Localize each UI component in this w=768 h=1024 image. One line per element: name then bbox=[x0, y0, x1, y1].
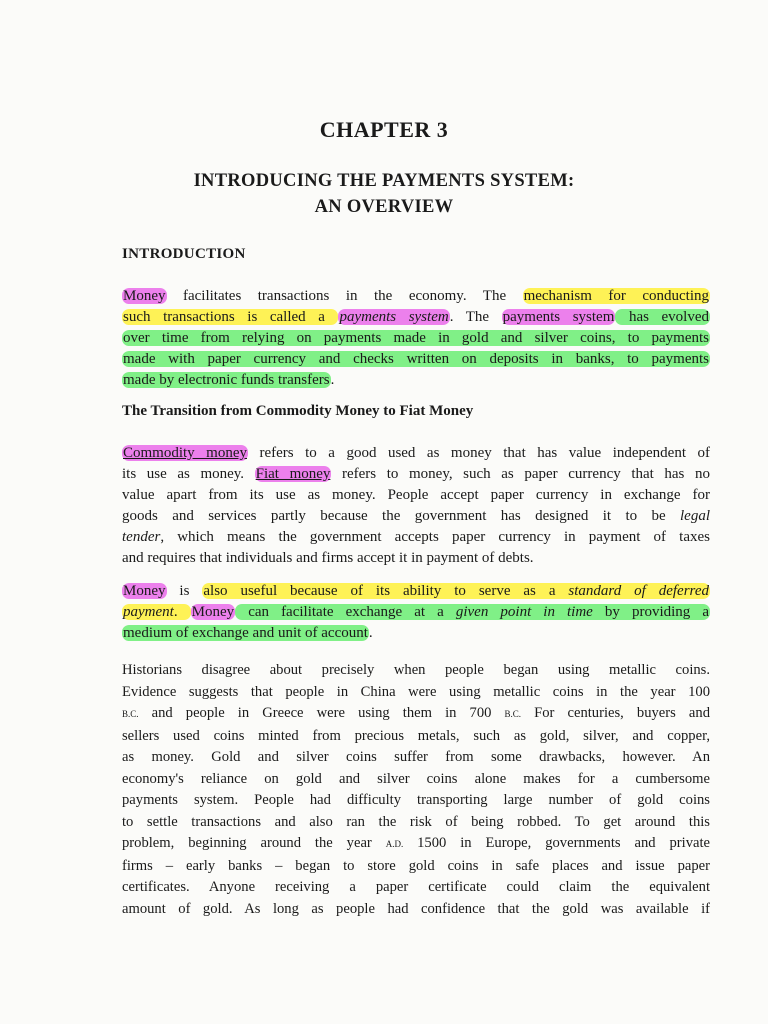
chapter-title-line-1: INTRODUCING THE PAYMENTS SYSTEM: bbox=[193, 171, 575, 191]
highlight-yellow bbox=[202, 583, 710, 599]
text-line: Historians disagree about precisely when people began using metallic coins. bbox=[122, 662, 710, 678]
text-run: refers to money, such as paper currency that has no bbox=[331, 466, 710, 482]
text-line bbox=[122, 623, 710, 644]
term-italic: standard of deferred bbox=[568, 583, 709, 599]
text-run: . bbox=[330, 372, 335, 388]
text-line: Evidence suggests that people in China were using metallic coins in the year 100 bbox=[122, 683, 710, 700]
highlight-magenta bbox=[338, 309, 449, 325]
highlight-yellow bbox=[122, 604, 191, 620]
term-italic: given point in time bbox=[455, 604, 593, 620]
highlight-magenta: payments system bbox=[502, 309, 615, 325]
text-line: value apart from its use as money. People accept paper currency in exchange for bbox=[122, 487, 710, 503]
text-run: and people in Greece were using them in 700 bbox=[138, 705, 505, 721]
text-line bbox=[122, 370, 710, 391]
text-line: certificates. Anyone receiving a paper certificate could claim the equivalent bbox=[122, 879, 710, 895]
text-run: also useful because of its ability to serve as a bbox=[203, 583, 569, 599]
text-line: sellers used coins minted from precious metals, such as gold, silver, and copper, bbox=[122, 727, 710, 744]
small-caps-era: A.D. bbox=[385, 839, 404, 849]
text-run: problem, beginning around the year bbox=[122, 835, 386, 851]
text-line bbox=[122, 286, 710, 307]
text-line bbox=[122, 443, 710, 464]
chapter-title-line-2: AN OVERVIEW bbox=[314, 197, 454, 217]
text-line bbox=[122, 464, 710, 485]
section-subheading: The Transition from Commodity Money to Fiat Money bbox=[122, 403, 474, 419]
text-line: and requires that individuals and firms accept it in payment of debts. bbox=[122, 550, 534, 566]
highlight-green: medium of exchange and unit of account bbox=[123, 625, 368, 641]
text-run: is bbox=[166, 583, 203, 599]
highlight-green: over time from relying on payments made in gold and silver coins, to payments bbox=[123, 330, 709, 346]
paragraph-introduction bbox=[122, 286, 710, 391]
text-line: firms – early banks – began to store gold coins in safe places and issue paper bbox=[122, 857, 710, 874]
highlight-magenta: Fiat money bbox=[255, 466, 331, 482]
text-run: goods and services partly because the government has designed it to be bbox=[122, 508, 680, 524]
text-line: to settle transactions and also ran the risk of being robbed. To get around this bbox=[122, 813, 710, 830]
paragraph-history-of-coins bbox=[122, 660, 710, 920]
text-run: refers to a good used as money that has value independent of bbox=[248, 445, 710, 461]
text-line bbox=[122, 307, 710, 328]
text-line: as money. Gold and silver coins suffer from some drawbacks, however. An bbox=[122, 749, 710, 765]
text-run: 1500 in Europe, governments and private bbox=[403, 835, 710, 851]
term-italic: payment bbox=[123, 604, 174, 620]
text-run: . The bbox=[449, 309, 502, 325]
highlight-green: made with paper currency and checks written on deposits in banks, to payments bbox=[123, 351, 709, 367]
term-italic: legal bbox=[680, 508, 710, 524]
highlight-yellow: such transactions is called a bbox=[123, 309, 338, 325]
highlight-magenta: Money bbox=[191, 604, 235, 620]
text-run: For centuries, buyers and bbox=[521, 705, 710, 721]
small-caps-era: B.C. bbox=[504, 709, 522, 719]
chapter-number: CHAPTER 3 bbox=[319, 117, 449, 142]
text-line: amount of gold. As long as people had confidence that the gold was available if bbox=[122, 900, 710, 917]
paragraph-deferred-payment bbox=[122, 581, 710, 644]
text-run: its use as money. bbox=[122, 466, 255, 482]
highlight-green: has evolved bbox=[616, 309, 709, 325]
text-run: by providing a bbox=[592, 604, 709, 620]
text-run: , which means the government accepts paper currency in payment of taxes bbox=[160, 529, 710, 545]
highlight-green: made by electronic funds transfers bbox=[123, 372, 330, 388]
small-caps-era: B.C. bbox=[122, 709, 139, 719]
term-italic: payments system bbox=[339, 309, 449, 325]
text-line: economy's reliance on gold and silver coins alone makes for a cumbersome bbox=[122, 770, 710, 787]
text-run: can facilitate exchange at a bbox=[236, 604, 456, 620]
text-line bbox=[122, 328, 710, 349]
text-run: facilitates transactions in the economy. The bbox=[166, 288, 523, 304]
text-line: payments system. People had difficulty transporting large number of gold coins bbox=[122, 792, 710, 808]
text-line bbox=[122, 527, 710, 548]
text-line bbox=[122, 581, 710, 602]
text-line bbox=[122, 833, 710, 856]
term-italic: tender bbox=[122, 529, 161, 545]
text-line bbox=[122, 506, 710, 527]
text-line bbox=[122, 703, 710, 726]
paragraph-commodity-money bbox=[122, 443, 710, 569]
highlight-magenta: Money bbox=[123, 288, 166, 304]
highlight-magenta: Commodity money bbox=[123, 445, 247, 461]
highlight-magenta: Money bbox=[123, 583, 166, 599]
text-run: . bbox=[368, 625, 373, 641]
highlight-green bbox=[235, 604, 710, 620]
text-line bbox=[122, 349, 710, 370]
text-run: . bbox=[173, 604, 190, 620]
section-heading-introduction: INTRODUCTION bbox=[122, 246, 246, 262]
text-line bbox=[122, 602, 710, 623]
highlight-yellow: mechanism for conducting bbox=[523, 288, 709, 304]
